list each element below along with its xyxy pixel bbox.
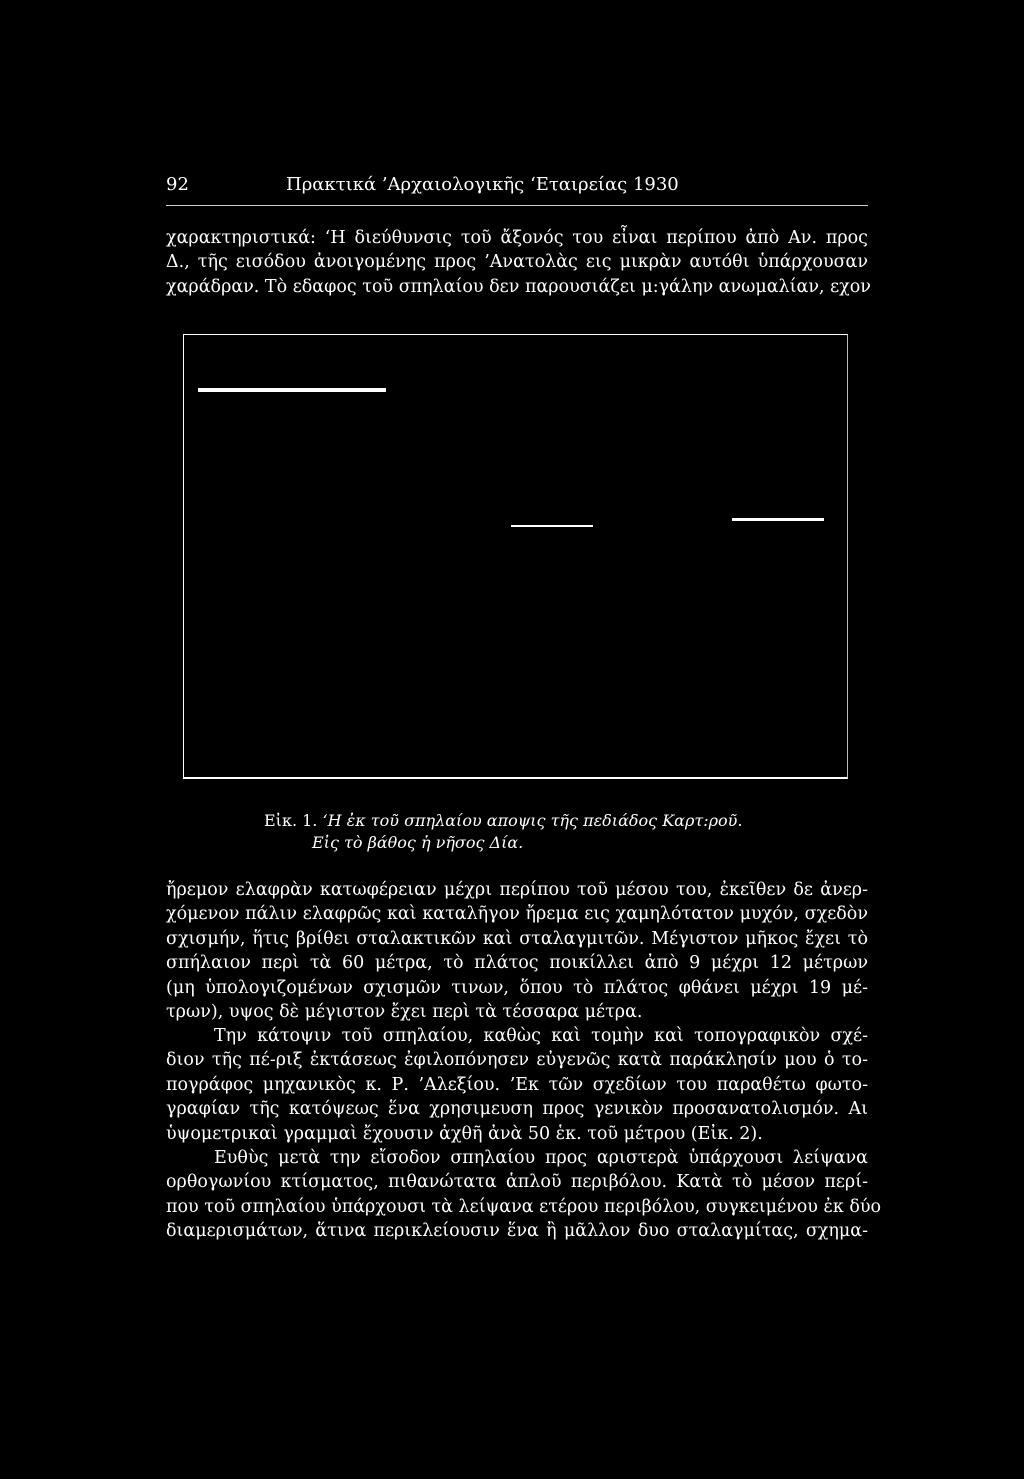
text-line: ὑψομετρικαὶ γραμμαὶ ἔχουσιν ἀχθῆ ἀνὰ 50 ἑκ. τοῦ μέτρου (Εἰκ. 2). [166, 1123, 763, 1144]
running-title: Πρακτικά ’Αρχαιολογικῆς ‘Εταιρείας 1930 [286, 174, 679, 195]
text-line: γραφίαν τῆς κατόψεως ἕνα χρησιμευση προς γενικὸν προσανατολισμόν. Αι [166, 1099, 868, 1120]
text-line: διαμερισμάτων, ἅτινα περικλείουσιν ἕνα ἢ μᾶλλον δυο σταλαγμίτας, σχημα- [166, 1221, 868, 1242]
photo-highlight [732, 518, 824, 521]
text-line: σχισμήν, ἥτις βρίθει σταλακτικῶν καὶ σταλαγμιτῶν. Μέγιστον μῆκος ἔχει τὸ [166, 928, 868, 949]
text-line: χόμενον πάλιν ελαφρῶς καὶ καταλῆγον ἤρεμα εις χαμηλότατον μυχόν, σχεδὸν [166, 904, 868, 925]
figure-label: Εἰκ. 1. [264, 811, 318, 830]
text-line: διον τῆς πέ-ριξ ἐκτάσεως ἐφιλοπόνησεν εὐγενῶς κατὰ παράκλησίν μου ὁ το- [166, 1050, 868, 1071]
paragraph-main [166, 878, 868, 1024]
text-line: σπήλαιον περὶ τὰ 60 μέτρα, τὸ πλάτος ποικίλλει ἀπὸ 9 μέχρι 12 μέτρων [166, 953, 868, 974]
caption-line-2: Εἰς τὸ βάθος ἡ νῆσος Δία. [312, 833, 524, 852]
text-line: πογράφος μηχανικὸς κ. Ρ. ’Αλεξίου. ’Εκ τῶν σχεδίων του παραθέτω φωτο- [166, 1074, 868, 1095]
paragraph-2 [166, 1024, 868, 1146]
photo-highlight [198, 388, 386, 392]
figure-caption [264, 810, 784, 854]
paragraph-top [166, 226, 871, 299]
text-line: χαρακτηριστικά: ‘Η διεύθυνσις τοῦ ἄξονός του εἶναι περίπου ἀπὸ Αν. προς [166, 228, 868, 248]
text-line: που τοῦ σπηλαίου ὑπάρχουσι τὰ λείψανα ετέρου περιβόλου, συγκειμένου ἐκ δύο [166, 1196, 882, 1217]
text-line: ορθογωνίου κτίσματος, πιθανώτατα ἁπλοῦ περιβόλου. Κατὰ τὸ μέσον περί- [166, 1172, 868, 1193]
text-line: Ευθὺς μετὰ την εἴσοδον σπηλαίου προς αριστερὰ ὑπάρχουσι λείψανα [214, 1148, 868, 1168]
page-number: 92 [166, 174, 189, 195]
caption-text-1: ‘Η ἐκ τοῦ σπηλαίου αποψις τῆς πεδιάδος Καρτ:ροῦ. [322, 811, 743, 830]
header-rule [166, 205, 868, 206]
text-line: ἤρεμον ελαφρὰν κατωφέρειαν μέχρι περίπου τοῦ μέσου του, ἐκεῖθεν δε ἀνερ- [166, 880, 868, 900]
text-line: χαράδραν. Τὸ εδαφος τοῦ σπηλαίου δεν παρουσιάζει μ:γάλην ανωμαλίαν, εχον [166, 276, 871, 297]
paragraph-3 [166, 1146, 882, 1244]
text-line: Δ., τῆς εισόδου ἀνοιγομένης προς ’Ανατολὰς εις μικρὰν αυτόθι ὑπάρχουσαν [166, 252, 868, 273]
text-line: (μη ὑπολογιζομένων σχισμῶν τινων, ὅπου τὸ πλάτος φθάνει μέχρι 19 μέ- [166, 977, 868, 998]
cave-photograph [183, 334, 848, 779]
caption-line-1 [264, 810, 784, 832]
text-line: τρων), υψος δὲ μέγιστον ἔχει περὶ τὰ τέσσαρα μέτρα. [166, 1002, 643, 1023]
photo-highlight [511, 525, 593, 527]
text-line: Την κάτοψιν τοῦ σπηλαίου, καθὼς καὶ τομὴν καὶ τοπογραφικὸν σχέ- [214, 1026, 868, 1046]
